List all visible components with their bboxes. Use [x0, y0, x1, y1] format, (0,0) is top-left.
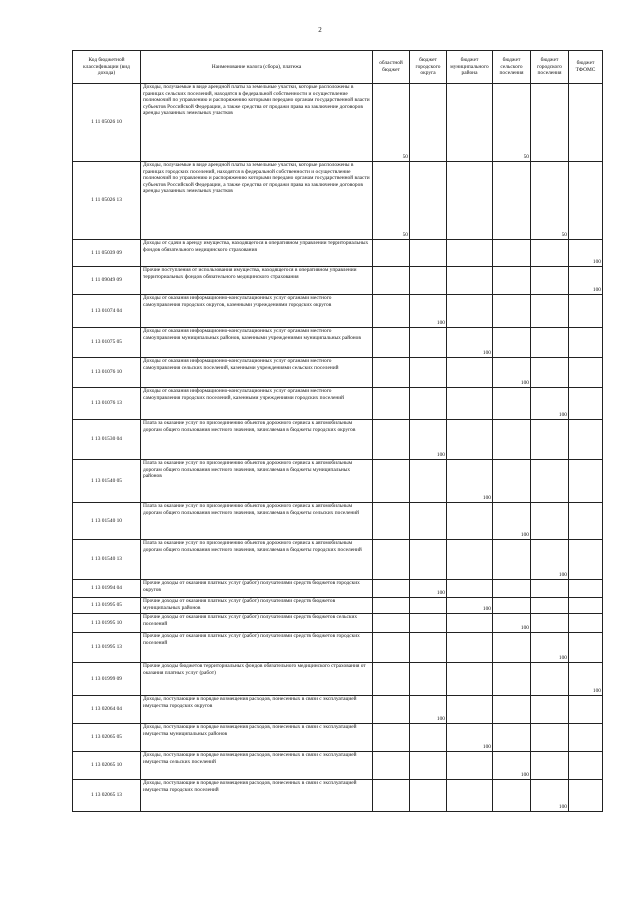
row-value-urban-settlement [531, 724, 569, 752]
row-name: Плата за оказание услуг по присоединению объектов дорожного сервиса к автомобильным дорогам общего пользования местного значения, зачисляемая в бюджеты городских округов [141, 420, 373, 460]
row-code: 1 13 01994 04 [73, 580, 141, 598]
row-value-rural-settlement [493, 420, 531, 460]
row-value-regional: 50 [373, 84, 410, 162]
row-value-rural-settlement: 50 [493, 84, 531, 162]
row-value-regional [373, 328, 410, 358]
table-row [73, 780, 603, 812]
row-value-rural-settlement [493, 540, 531, 580]
row-value-city-district [410, 724, 447, 752]
row-name: Доходы, поступающие в порядке возмещения расходов, понесенных в связи с эксплуатацией имущества городских поселений [141, 780, 373, 812]
row-value-municipal-district [447, 358, 493, 388]
row-value-urban-settlement [531, 598, 569, 614]
row-value-municipal-district [447, 84, 493, 162]
row-name: Доходы, поступающие в порядке возмещения расходов, понесенных в связи с эксплуатацией имущества муниципальных районов [141, 724, 373, 752]
table-row [73, 460, 603, 503]
row-code: 1 13 02065 13 [73, 780, 141, 812]
row-value-tfoms [569, 598, 603, 614]
row-value-city-district [410, 663, 447, 696]
row-code: 1 11 05039 09 [73, 240, 141, 267]
row-value-regional [373, 358, 410, 388]
table-row [73, 598, 603, 614]
row-value-rural-settlement [493, 780, 531, 812]
row-value-rural-settlement [493, 580, 531, 598]
row-value-regional [373, 503, 410, 540]
row-value-city-district [410, 460, 447, 503]
table-row [73, 580, 603, 598]
row-value-city-district [410, 358, 447, 388]
row-value-municipal-district [447, 503, 493, 540]
row-value-regional [373, 663, 410, 696]
row-value-regional [373, 633, 410, 663]
row-value-tfoms [569, 295, 603, 328]
row-value-municipal-district [447, 388, 493, 420]
row-code: 1 11 05026 10 [73, 84, 141, 162]
row-name: Доходы, получаемые в виде арендной платы за земельные участки, которые расположены в границах сельских поселений, находятся в федеральной собственности и осуществление полномочий по управлению и распоряжению которыми передано органам государственной власти субъектов Российской Федерации, а также средства от продажи права на заключение договоров аренды указанных земельных участков [141, 84, 373, 162]
row-value-municipal-district [447, 614, 493, 633]
row-value-tfoms [569, 696, 603, 724]
row-value-regional [373, 267, 410, 295]
row-name: Прочие доходы от оказания платных услуг (работ) получателями средств бюджетов сельских поселений [141, 614, 373, 633]
row-code: 1 13 01076 10 [73, 358, 141, 388]
row-value-rural-settlement [493, 598, 531, 614]
row-value-rural-settlement [493, 724, 531, 752]
row-value-urban-settlement: 100 [531, 540, 569, 580]
row-value-municipal-district [447, 240, 493, 267]
row-value-urban-settlement [531, 663, 569, 696]
row-value-city-district [410, 614, 447, 633]
row-value-urban-settlement [531, 460, 569, 503]
row-value-municipal-district: 100 [447, 328, 493, 358]
row-value-city-district [410, 752, 447, 780]
header-urban-settlement-budget: бюджет городского поселения [531, 51, 569, 84]
row-value-rural-settlement [493, 328, 531, 358]
row-value-rural-settlement: 100 [493, 752, 531, 780]
row-value-tfoms: 100 [569, 240, 603, 267]
table-row [73, 614, 603, 633]
row-value-urban-settlement [531, 240, 569, 267]
page-number: 2 [318, 26, 322, 34]
table-row [73, 328, 603, 358]
row-value-rural-settlement: 100 [493, 358, 531, 388]
row-value-tfoms [569, 724, 603, 752]
row-value-tfoms [569, 162, 603, 240]
row-value-city-district: 100 [410, 580, 447, 598]
row-value-city-district: 100 [410, 420, 447, 460]
row-value-city-district [410, 240, 447, 267]
row-name: Доходы, получаемые в виде арендной платы за земельные участки, которые расположены в границах городских поселений, находятся в федеральной собственности и осуществление полномочий по управлению и распоряжению которыми передано органам государственной власти субъектов Российской Федерации, а также средства от продажи права на заключение договоров аренды указанных земельных участков [141, 162, 373, 240]
row-value-city-district [410, 84, 447, 162]
table-row [73, 503, 603, 540]
row-code: 1 13 01076 13 [73, 388, 141, 420]
row-value-urban-settlement [531, 696, 569, 724]
row-value-tfoms [569, 328, 603, 358]
row-value-municipal-district [447, 540, 493, 580]
row-code: 1 13 01995 05 [73, 598, 141, 614]
row-name: Плата за оказание услуг по присоединению объектов дорожного сервиса к автомобильным дорогам общего пользования местного значения, зачисляемая в бюджеты муниципальных районов [141, 460, 373, 503]
row-value-city-district [410, 388, 447, 420]
row-code: 1 13 01540 05 [73, 460, 141, 503]
table-row [73, 540, 603, 580]
row-code: 1 13 02065 10 [73, 752, 141, 780]
row-value-regional [373, 420, 410, 460]
row-value-tfoms [569, 540, 603, 580]
row-value-city-district [410, 162, 447, 240]
row-value-tfoms: 100 [569, 267, 603, 295]
row-value-rural-settlement [493, 460, 531, 503]
row-value-tfoms [569, 752, 603, 780]
row-value-urban-settlement [531, 267, 569, 295]
row-value-regional [373, 388, 410, 420]
row-value-urban-settlement [531, 358, 569, 388]
row-value-tfoms [569, 614, 603, 633]
row-name: Доходы от оказания информационно-консультационных услуг органами местного самоуправления сельских поселений, казенными учреждениями сельских поселений [141, 358, 373, 388]
row-value-city-district: 100 [410, 295, 447, 328]
row-value-tfoms [569, 420, 603, 460]
row-name: Плата за оказание услуг по присоединению объектов дорожного сервиса к автомобильным дорогам общего пользования местного значения, зачисляемая в бюджеты городских поселений [141, 540, 373, 580]
row-value-urban-settlement [531, 84, 569, 162]
row-code: 1 11 05026 13 [73, 162, 141, 240]
row-value-municipal-district [447, 295, 493, 328]
row-value-municipal-district [447, 780, 493, 812]
row-value-urban-settlement [531, 328, 569, 358]
row-value-regional [373, 540, 410, 580]
row-value-urban-settlement: 50 [531, 162, 569, 240]
row-code: 1 13 01540 10 [73, 503, 141, 540]
row-value-municipal-district [447, 267, 493, 295]
row-name: Прочие доходы бюджетов территориальных фондов обязательного медицинского страхования от оказания платных услуг (работ) [141, 663, 373, 696]
row-value-municipal-district [447, 696, 493, 724]
row-value-rural-settlement [493, 663, 531, 696]
row-value-city-district: 100 [410, 696, 447, 724]
table-row [73, 84, 603, 162]
table-row [73, 633, 603, 663]
row-name: Прочие доходы от оказания платных услуг (работ) получателями средств бюджетов городских округов [141, 580, 373, 598]
row-value-regional [373, 752, 410, 780]
row-code: 1 13 01999 09 [73, 663, 141, 696]
row-name: Доходы, поступающие в порядке возмещения расходов, понесенных в связи с эксплуатацией имущества сельских поселений [141, 752, 373, 780]
header-city-district-budget: бюджет городского округа [410, 51, 447, 84]
row-code: 1 13 01530 04 [73, 420, 141, 460]
table-row [73, 752, 603, 780]
header-code: Код бюджетной классификации (вид дохода) [73, 51, 141, 84]
table-row [73, 663, 603, 696]
row-value-rural-settlement [493, 240, 531, 267]
row-value-tfoms [569, 388, 603, 420]
row-value-municipal-district [447, 580, 493, 598]
row-value-city-district [410, 328, 447, 358]
row-value-regional [373, 580, 410, 598]
row-value-city-district [410, 780, 447, 812]
row-value-municipal-district [447, 752, 493, 780]
row-value-city-district [410, 598, 447, 614]
row-value-rural-settlement [493, 162, 531, 240]
row-value-regional [373, 614, 410, 633]
row-value-urban-settlement [531, 420, 569, 460]
row-name: Плата за оказание услуг по присоединению объектов дорожного сервиса к автомобильным дорогам общего пользования местного значения, зачисляемая в бюджеты сельских поселений [141, 503, 373, 540]
row-value-city-district [410, 267, 447, 295]
row-value-regional [373, 460, 410, 503]
table-header-row [73, 51, 603, 84]
row-value-urban-settlement [531, 614, 569, 633]
row-value-urban-settlement [531, 295, 569, 328]
header-regional-budget: областной бюджет [373, 51, 410, 84]
table-row [73, 358, 603, 388]
row-value-municipal-district: 100 [447, 598, 493, 614]
row-value-municipal-district [447, 162, 493, 240]
row-value-urban-settlement: 100 [531, 388, 569, 420]
row-value-urban-settlement [531, 503, 569, 540]
row-value-regional [373, 780, 410, 812]
table-row [73, 162, 603, 240]
table-row [73, 388, 603, 420]
table-row [73, 295, 603, 328]
row-value-tfoms [569, 84, 603, 162]
row-value-rural-settlement [493, 388, 531, 420]
row-value-urban-settlement [531, 752, 569, 780]
row-value-urban-settlement [531, 580, 569, 598]
header-rural-settlement-budget: бюджет сельского поселения [493, 51, 531, 84]
row-value-rural-settlement: 100 [493, 503, 531, 540]
row-value-tfoms [569, 780, 603, 812]
row-name: Доходы от оказания информационно-консультационных услуг органами местного самоуправления городских округов, казенными учреждениями городских округов [141, 295, 373, 328]
row-value-municipal-district: 100 [447, 460, 493, 503]
row-value-rural-settlement [493, 267, 531, 295]
row-value-regional [373, 598, 410, 614]
row-value-urban-settlement: 100 [531, 780, 569, 812]
row-value-municipal-district: 100 [447, 724, 493, 752]
row-value-regional [373, 240, 410, 267]
row-name: Доходы от сдачи в аренду имущества, находящегося в оперативном управлении территориальных фондов обязательного медицинского страхования [141, 240, 373, 267]
row-value-tfoms [569, 460, 603, 503]
table-row [73, 420, 603, 460]
revenue-distribution-table [72, 50, 603, 812]
row-value-regional: 50 [373, 162, 410, 240]
header-tfoms-budget: бюджет ТФОМС [569, 51, 603, 84]
table-row [73, 267, 603, 295]
row-value-urban-settlement: 100 [531, 633, 569, 663]
row-value-city-district [410, 503, 447, 540]
row-name: Прочие доходы от оказания платных услуг (работ) получателями средств бюджетов городских поселений [141, 633, 373, 663]
row-value-tfoms [569, 580, 603, 598]
row-name: Доходы от оказания информационно-консультационных услуг органами местного самоуправления городских поселений, казенными учреждениями городских поселений [141, 388, 373, 420]
row-value-regional [373, 696, 410, 724]
row-code: 1 13 01075 05 [73, 328, 141, 358]
row-code: 1 13 02065 05 [73, 724, 141, 752]
row-value-rural-settlement [493, 295, 531, 328]
row-value-regional [373, 724, 410, 752]
row-value-city-district [410, 540, 447, 580]
row-value-tfoms [569, 358, 603, 388]
row-code: 1 13 01995 13 [73, 633, 141, 663]
header-name: Наименование налога (сбора), платежа [141, 51, 373, 84]
row-name: Доходы от оказания информационно-консультационных услуг органами местного самоуправления муниципальных районов, казенными учреждениями муниципальных районов [141, 328, 373, 358]
row-code: 1 13 02064 04 [73, 696, 141, 724]
row-value-rural-settlement: 100 [493, 614, 531, 633]
row-code: 1 13 01074 04 [73, 295, 141, 328]
row-name: Прочие доходы от оказания платных услуг (работ) получателями средств бюджетов муниципальных районов [141, 598, 373, 614]
row-value-rural-settlement [493, 633, 531, 663]
table-row [73, 696, 603, 724]
row-value-municipal-district [447, 633, 493, 663]
row-name: Прочие поступления от использования имущества, находящегося в оперативном управлении территориальных фондов обязательного медицинского страхования [141, 267, 373, 295]
row-code: 1 11 09049 09 [73, 267, 141, 295]
row-value-municipal-district [447, 420, 493, 460]
table-row [73, 724, 603, 752]
row-value-tfoms: 100 [569, 663, 603, 696]
row-code: 1 13 01540 13 [73, 540, 141, 580]
row-value-tfoms [569, 633, 603, 663]
row-value-city-district [410, 633, 447, 663]
row-value-rural-settlement [493, 696, 531, 724]
row-name: Доходы, поступающие в порядке возмещения расходов, понесенных в связи с эксплуатацией имущества городских округов [141, 696, 373, 724]
table-row [73, 240, 603, 267]
row-value-regional [373, 295, 410, 328]
row-code: 1 13 01995 10 [73, 614, 141, 633]
row-value-municipal-district [447, 663, 493, 696]
header-municipal-district-budget: бюджет муниципального района [447, 51, 493, 84]
row-value-tfoms [569, 503, 603, 540]
